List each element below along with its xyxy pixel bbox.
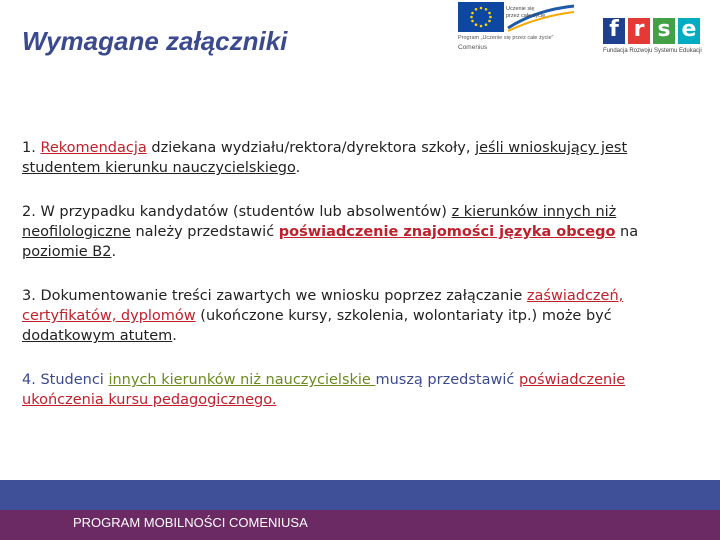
footer-text: PROGRAM MOBILNOŚCI COMENIUSA xyxy=(73,515,308,530)
slide-title: Wymagane załączniki xyxy=(22,26,288,56)
p1-end: . xyxy=(295,160,301,176)
paragraph-2 xyxy=(22,202,647,262)
eu-program-text: Program „Uczenie się przez całe życie” xyxy=(458,35,554,41)
p4-pedagogy-certificate: poświadczenie ukończenia kursu pedagogicznego. xyxy=(22,372,626,408)
frse-logo xyxy=(603,18,715,62)
p2-text-3: na xyxy=(615,224,639,240)
p1-text: dziekana wydziału/rektora/dyrektora szkoły, xyxy=(146,140,476,156)
p2-language-certificate: poświadczenie znajomości języka obcego xyxy=(278,224,616,240)
frse-letter-f: f xyxy=(603,18,625,44)
frse-letter-r: r xyxy=(628,18,650,44)
slide-content xyxy=(22,138,647,434)
p3-advantage: dodatkowym atutem xyxy=(22,328,173,344)
p4-other-fields: innych kierunków niż nauczycielskie xyxy=(108,372,376,388)
eu-lifelong-learning-logo xyxy=(458,2,576,56)
p2-end: . xyxy=(111,244,117,260)
frse-letter-s: s xyxy=(653,18,675,44)
eu-flag-icon xyxy=(458,2,504,32)
frse-letters xyxy=(603,18,715,44)
paragraph-3 xyxy=(22,286,647,346)
paragraph-1 xyxy=(22,138,647,178)
p1-recommendation: Rekomendacja xyxy=(40,140,147,156)
p1-condition: jeśli wnioskujący jest studentem kierunku nauczycielskiego xyxy=(22,140,628,176)
paragraph-4 xyxy=(22,370,647,410)
p2-level: poziomie B2 xyxy=(22,244,112,260)
p2-text: 2. W przypadku kandydatów (studentów lub absolwentów) xyxy=(22,204,452,220)
p3-text: 3. Dokumentowanie treści zawartych we wniosku poprzez załączanie xyxy=(22,288,527,304)
p4-text-2: muszą przedstawić xyxy=(375,372,519,388)
p2-text-2: należy przedstawić xyxy=(130,224,279,240)
p3-certificates: zaświadczeń, certyfikatów, dyplomów xyxy=(22,288,624,324)
frse-letter-e: e xyxy=(678,18,700,44)
frse-subtitle: Fundacja Rozwoju Systemu Edukacji xyxy=(603,48,702,54)
p4-text: 4. Studenci xyxy=(22,372,109,388)
eu-comenius-text: Comenius xyxy=(458,44,488,51)
eu-logo-text: Uczenie się przez całe życie xyxy=(506,6,546,19)
p3-text-2: (ukończone kursy, szkolenia, wolontariaty itp.) może być xyxy=(195,308,612,324)
p2-condition: z kierunków innych niż neofilologiczne xyxy=(22,204,617,240)
p1-number: 1. xyxy=(22,140,41,156)
p3-end: . xyxy=(172,328,177,344)
footer-band xyxy=(0,480,720,510)
